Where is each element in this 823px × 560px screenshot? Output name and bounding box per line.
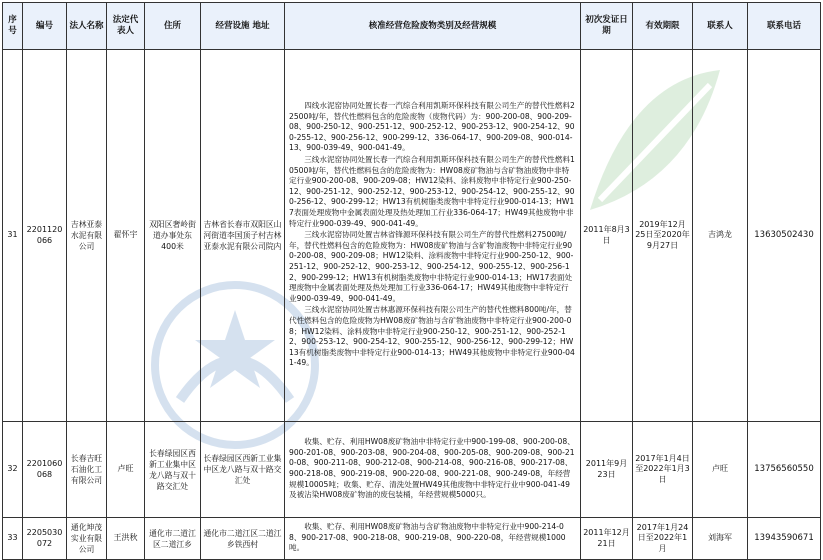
cell-address: 双阳区奢岭街道办事处东400米: [145, 50, 201, 422]
cell-seq: 33: [3, 518, 23, 560]
cell-phone: 13943590671: [748, 518, 821, 560]
cell-code: 2201120066: [23, 50, 67, 422]
cell-valid-period: 2017年1月4日至2022年1月3日: [633, 422, 693, 518]
cell-phone: 13756560550: [748, 422, 821, 518]
cell-issue-date: 2011年9月23日: [581, 422, 633, 518]
table-row: [3, 518, 821, 560]
hazardous-waste-license-table: [2, 2, 821, 560]
cell-issue-date: 2011年8月3日: [581, 50, 633, 422]
scope-paragraph: 三线水泥窑协同处置吉林省锋源环保科技有限公司生产的替代性燃料27500吨/年，替代性燃料包含的危险废物为：HW08废矿物油与含矿物油废物中非特定行业900-200-08、900-209-08；HW12染料、涂料废物中非特定行业900-250-12、900-251-12、900-252-12、900-253-12、900-254-12、900-255-12、900-256-12、900-299-12；HW13有机树脂类废物中非特定行业900-014-13；HW17表面处理废物中金属表面处理及热处理加工行业336-064-17；HW49其他废物中非特定行业900-039-49、900-041-49。: [289, 230, 574, 303]
cell-phone: 13630502430: [748, 50, 821, 422]
cell-scope: [285, 422, 581, 518]
cell-seq: 32: [3, 422, 23, 518]
header-issue-date: 初次发证日期: [581, 3, 633, 50]
header-contact: 联系人: [693, 3, 748, 50]
header-address: 住所: [145, 3, 201, 50]
header-scope: 核准经营危险废物类别及经营规模: [285, 3, 581, 50]
cell-representative: 翟怀宇: [107, 50, 145, 422]
cell-code: 2201060068: [23, 422, 67, 518]
cell-legal-name: 吉林亚泰水泥有限公司: [67, 50, 107, 422]
cell-representative: 王洪秋: [107, 518, 145, 560]
cell-valid-period: 2017年1月24日至2022年1月: [633, 518, 693, 560]
scope-paragraph: 收集、贮存、利用HW08废矿物油中非特定行业中900-199-08、900-200-08、900-201-08、900-203-08、900-204-08、900-205-08、900-209-08、900-210-08、900-211-08、900-212-08、900-214-08、900-216-08、900-217-08、900-218-08、900-219-08、900-220-08、900-221-08、900-249-08，年经营规模10005吨；收集、贮存、清洗处置HW49其他废物中非特定行业中900-041-49及被沾染HW08废矿物油的废包装桶，年经营规模5000只。: [289, 437, 575, 500]
header-facility: 经营设施 地址: [201, 3, 285, 50]
header-phone: 联系电话: [748, 3, 821, 50]
cell-seq: 31: [3, 50, 23, 422]
cell-facility: 通化市二道江区二道江乡铁西村: [201, 518, 285, 560]
cell-legal-name: 通化坤茂实业有限公司: [67, 518, 107, 560]
scope-paragraph: 收集、贮存、利用HW08废矿物油与含矿物油废物中非特定行业中900-214-08、900-217-08、900-218-08、900-219-08、900-220-08，年经营规模1000吨。: [289, 522, 566, 553]
header-seq: 序号: [3, 3, 23, 50]
cell-issue-date: 2011年12月21日: [581, 518, 633, 560]
cell-legal-name: 长春吉旺石油化工有限公司: [67, 422, 107, 518]
cell-code: 2205030072: [23, 518, 67, 560]
cell-facility: 长春绿园区西新工业集中区龙八路与双十路交汇处: [201, 422, 285, 518]
cell-representative: 卢旺: [107, 422, 145, 518]
cell-facility: 吉林省长春市双阳区山河街道李国顶子村吉林亚泰水泥有限公司院内: [201, 50, 285, 422]
cell-scope: [285, 50, 581, 422]
header-code: 编号: [23, 3, 67, 50]
scope-paragraph: 四线水泥窑协同处置长春一汽综合利用凯斯环保科技有限公司生产的替代性燃料22500吨/年，替代性燃料包含的危险废物（废物代码）为：900-200-08、900-209-08、900-250-12、900-251-12、900-252-12、900-253-12、900-254-12、900-255-12、900-256-12、900-299-12、336-064-17、900-209-08、900-014-13、900-039-49、900-041-49。: [289, 101, 575, 153]
header-representative: 法定代表人: [107, 3, 145, 50]
cell-contact: 卢旺: [693, 422, 748, 518]
header-legal-name: 法人名称: [67, 3, 107, 50]
scope-paragraph: 三线水泥窑协同处置长春一汽综合利用凯斯环保科技有限公司生产的替代性燃料10500吨/年，替代性燃料包含的危险废物为：HW08废矿物油与含矿物油废物中非特定行业900-200-08、900-209-08；HW12染料、涂料废物中非特定行业900-250-12、900-251-12、900-252-12、900-253-12、900-254-12、900-255-12、900-256-12、900-299-12；HW13有机树脂类废物中非特定行业900-014-13；HW17表面处理废物中金属表面处理及热处理加工行业336-064-17；HW49其他废物中非特定行业900-039-49、900-041-49。: [289, 155, 575, 228]
table-header-row: [3, 3, 821, 50]
cell-address: 长春绿园区西新工业集中区龙八路与双十路交汇处: [145, 422, 201, 518]
cell-contact: 吉鸿龙: [693, 50, 748, 422]
cell-scope: [285, 518, 581, 560]
cell-address: 通化市二道江区二道江乡: [145, 518, 201, 560]
scope-paragraph: 三线水泥窑协同处置吉林惠源环保科技有限公司生产的替代性燃料800吨/年，替代性燃料包含的危险废物为HW08废矿物油与含矿物油废物中非特定行业900-200-08；HW12染料、涂料废物中非特定行业900-250-12、900-251-12、900-252-12、900-253-12、900-254-12、900-255-12、900-256-12、900-299-12；HW13有机树脂类废物中非特定行业900-014-13；HW49其他废物中非特定行业900-041-49。: [289, 305, 575, 368]
header-valid-period: 有效期限: [633, 3, 693, 50]
cell-contact: 刘海军: [693, 518, 748, 560]
table-row: [3, 50, 821, 422]
table-row: [3, 422, 821, 518]
cell-valid-period: 2019年12月25日至2020年9月27日: [633, 50, 693, 422]
